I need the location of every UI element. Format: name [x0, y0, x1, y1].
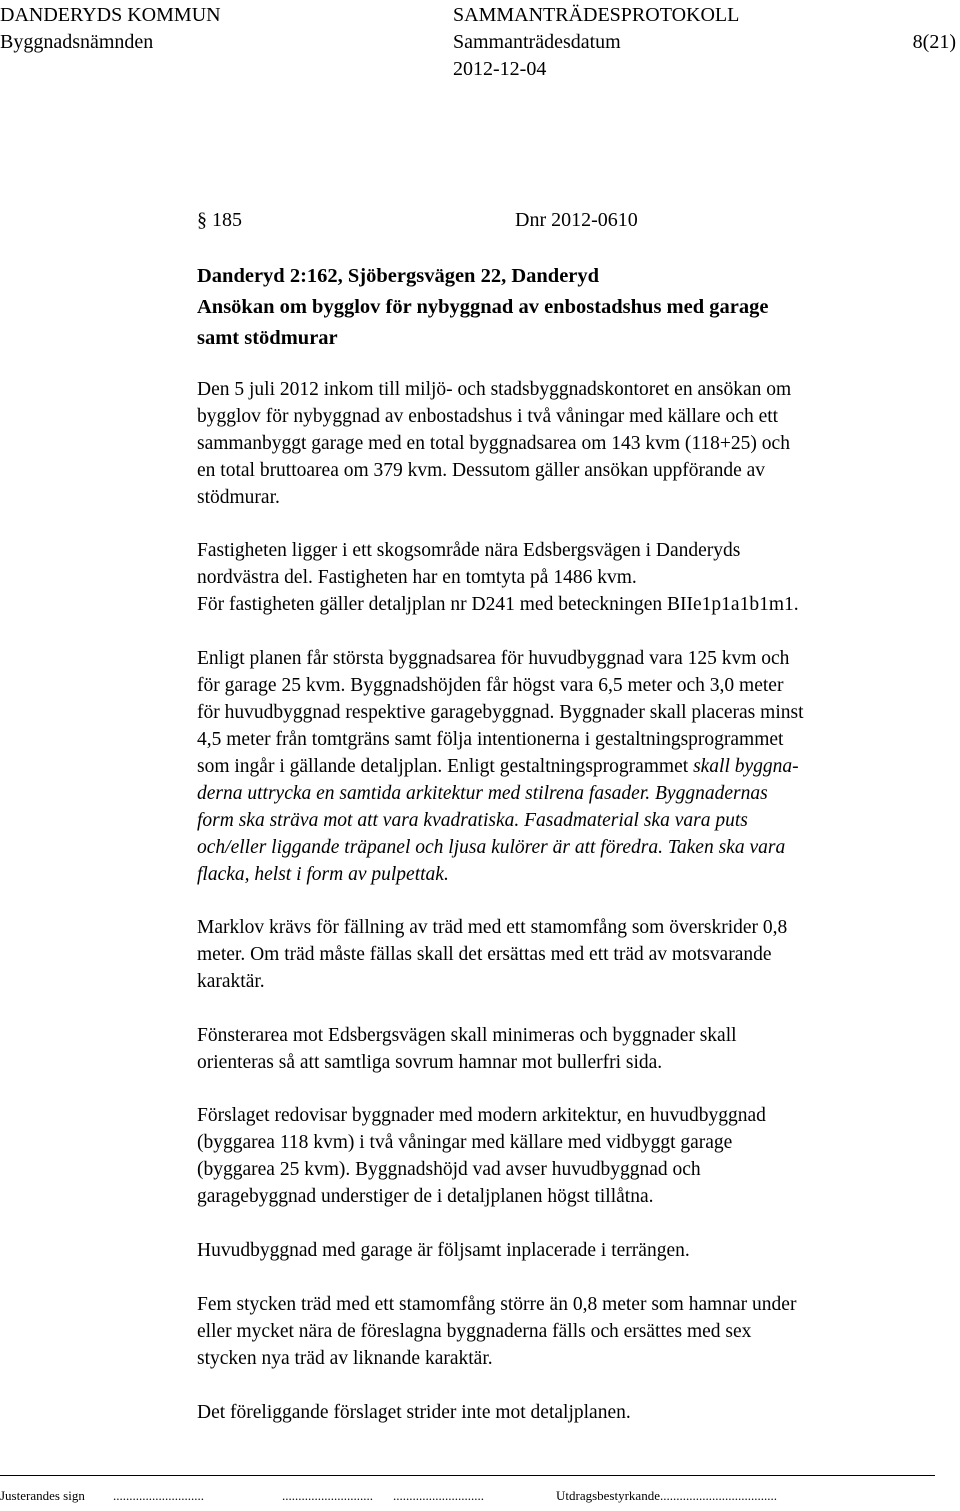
italic-quote: flacka, helst i form av pulpettak.: [197, 864, 449, 885]
text-line: orienteras så att samtliga sovrum hamnar mot bullerfri sida.: [197, 1052, 663, 1073]
text-line: stycken nya träd av liknande karaktär.: [197, 1348, 493, 1369]
text-line: sammanbyggt garage med en total byggnadsarea om 143 kvm (118+25) och: [197, 433, 790, 454]
text-line: (byggarea 25 kvm). Byggnadshöjd vad avser huvudbyggnad och: [197, 1159, 701, 1180]
paragraph: [197, 1102, 937, 1210]
paragraph: [197, 1291, 937, 1372]
text-line: stödmurar.: [197, 487, 280, 508]
paragraph: [197, 914, 937, 995]
case-title: [197, 261, 768, 354]
justerandes-sign-label: Justerandes sign: [0, 1488, 85, 1503]
text-run: som ingår i gällande detaljplan. Enligt gestaltningsprogrammet: [197, 756, 694, 777]
section-symbol: §: [197, 209, 207, 231]
text-line: en total bruttoarea om 379 kvm. Dessutom gäller ansökan uppförande av: [197, 460, 766, 481]
text-line: garagebyggnad understiger de i detaljplanen högst tillåtna.: [197, 1186, 654, 1207]
text-line: [197, 780, 937, 807]
paragraph: [197, 376, 937, 511]
paragraph: [197, 1399, 937, 1426]
italic-quote: skall byggna-: [693, 756, 799, 777]
meeting-date: 2012-12-04: [453, 58, 547, 80]
text-line: för huvudbyggnad respektive garagebyggnad. Byggnader skall placeras minst: [197, 702, 804, 723]
page-number: 8(21): [912, 31, 956, 53]
text-line: Den 5 juli 2012 inkom till miljö- och stadsbyggnadskontoret en ansökan om: [197, 379, 792, 400]
title-line: samt stödmurar: [197, 327, 338, 349]
text-line: 4,5 meter från tomtgräns samt följa intentionerna i gestaltningsprogrammet: [197, 729, 784, 750]
case-number: [197, 208, 242, 232]
text-line: [197, 753, 937, 780]
text-line: Förslaget redovisar byggnader med modern arkitektur, en huvudbyggnad: [197, 1105, 766, 1126]
text-line: eller mycket nära de föreslagna byggnaderna fälls och ersättes med sex: [197, 1321, 752, 1342]
text-line: nordvästra del. Fastigheten har en tomtyta på 1486 kvm.: [197, 567, 637, 588]
italic-quote: derna uttrycka en samtida arkitektur med stilrena fasader. Byggnadernas: [197, 783, 768, 804]
title-line: Ansökan om bygglov för nybyggnad av enbostadshus med garage: [197, 296, 769, 318]
text-line: Fönsterarea mot Edsbergsvägen skall minimeras och byggnader skall: [197, 1025, 737, 1046]
text-line: [197, 861, 937, 888]
footer-divider: [0, 1475, 935, 1476]
signature-line: ............................: [113, 1488, 204, 1503]
utdragsbestyrkande-label: Utdragsbestyrkande....................................: [556, 1488, 777, 1503]
paragraph: [197, 537, 937, 618]
organization-name: DANDERYDS KOMMUN: [0, 4, 221, 26]
text-line: karaktär.: [197, 971, 265, 992]
italic-quote: och/eller liggande träpanel och ljusa kulörer är att föredra. Taken ska vara: [197, 837, 786, 858]
text-line: bygglov för nybyggnad av enbostadshus i två våningar med källare och ett: [197, 406, 779, 427]
text-line: Huvudbyggnad med garage är följsamt inplacerade i terrängen.: [197, 1240, 690, 1261]
text-line: meter. Om träd måste fällas skall det ersättas med ett träd av motsvarande: [197, 944, 772, 965]
text-line: Marklov krävs för fällning av träd med ett stamomfång som överskrider 0,8: [197, 917, 788, 938]
paragraph: [197, 645, 937, 888]
case-number-value: 185: [212, 209, 242, 231]
dnr: Dnr 2012-0610: [515, 209, 638, 231]
italic-quote: form ska sträva mot att vara kvadratiska. Fasadmaterial ska vara puts: [197, 810, 748, 831]
text-line: [197, 834, 937, 861]
document-type: SAMMANTRÄDESPROTOKOLL: [453, 4, 740, 26]
title-line: Danderyd 2:162, Sjöbergsvägen 22, Danderyd: [197, 265, 600, 287]
date-label: Sammanträdesdatum: [453, 31, 621, 53]
signature-line: ............................: [282, 1488, 373, 1503]
department-name: Byggnadsnämnden: [0, 31, 154, 53]
text-line: Enligt planen får största byggnadsarea för huvudbyggnad vara 125 kvm och: [197, 648, 790, 669]
text-line: Det föreliggande förslaget strider inte mot detaljplanen.: [197, 1402, 631, 1423]
paragraph: [197, 1022, 937, 1076]
signature-line: ............................: [393, 1488, 484, 1503]
text-line: För fastigheten gäller detaljplan nr D241 med beteckningen BIIe1p1a1b1m1.: [197, 594, 799, 615]
text-line: (byggarea 118 kvm) i två våningar med källare med vidbyggt garage: [197, 1132, 733, 1153]
text-line: Fastigheten ligger i ett skogsområde nära Edsbergsvägen i Danderyds: [197, 540, 741, 561]
paragraph: [197, 1237, 937, 1264]
text-line: [197, 807, 937, 834]
text-line: Fem stycken träd med ett stamomfång större än 0,8 meter som hamnar under: [197, 1294, 797, 1315]
text-line: för garage 25 kvm. Byggnadshöjden får högst vara 6,5 meter och 3,0 meter: [197, 675, 784, 696]
